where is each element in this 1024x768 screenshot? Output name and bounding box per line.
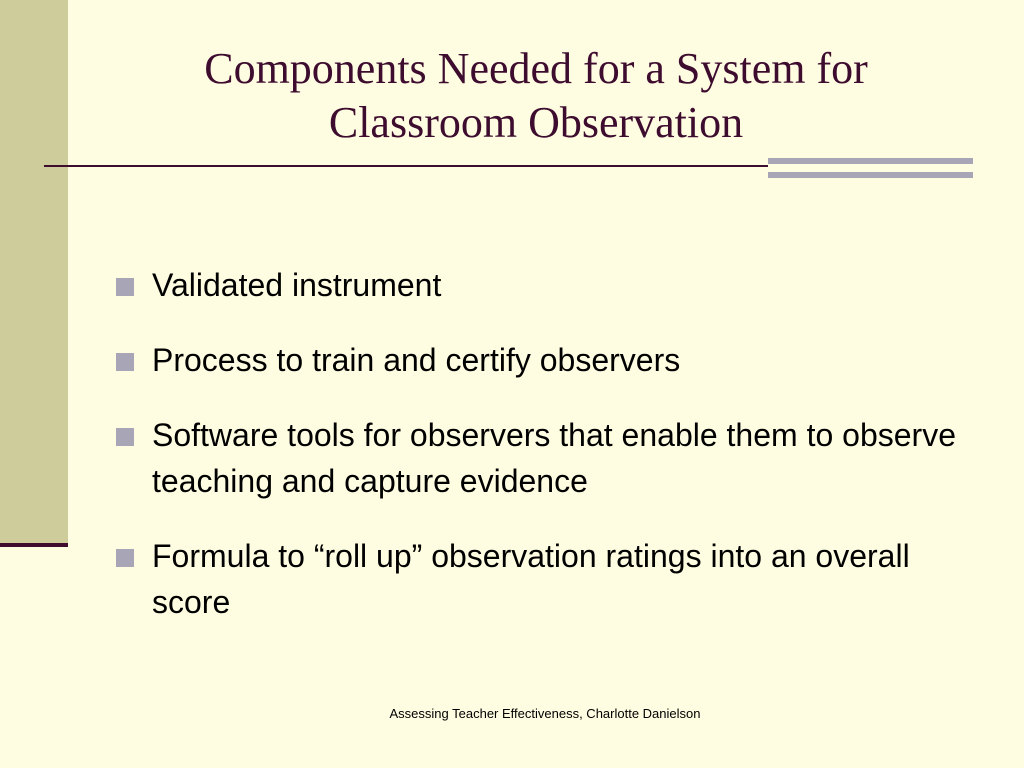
- slide-title: [68, 42, 1004, 150]
- title-line-2: Classroom Observation: [328, 98, 744, 147]
- title-line-1: Components Needed for a System for: [204, 44, 868, 93]
- title-divider-accent-bottom: [768, 172, 973, 178]
- square-bullet-icon: [116, 549, 134, 567]
- square-bullet-icon: [116, 278, 134, 296]
- bullet-list: [114, 262, 974, 654]
- square-bullet-icon: [116, 353, 134, 371]
- title-divider: [44, 165, 768, 167]
- list-item: [114, 337, 974, 383]
- left-sidebar-band: [0, 0, 68, 545]
- bullet-text: Formula to “roll up” observation ratings into an overall score: [152, 538, 910, 620]
- list-item: [114, 533, 974, 625]
- title-divider-accent-top: [768, 158, 973, 164]
- slide-footer: Assessing Teacher Effectiveness, Charlotte Danielson: [389, 706, 701, 721]
- bullet-text: Validated instrument: [152, 267, 442, 303]
- list-item: [114, 262, 974, 308]
- bullet-text: Process to train and certify observers: [152, 342, 681, 378]
- square-bullet-icon: [116, 428, 134, 446]
- list-item: [114, 412, 974, 504]
- sidebar-rule: [0, 543, 68, 547]
- bullet-text: Software tools for observers that enable them to observe teaching and capture evidence: [152, 417, 956, 499]
